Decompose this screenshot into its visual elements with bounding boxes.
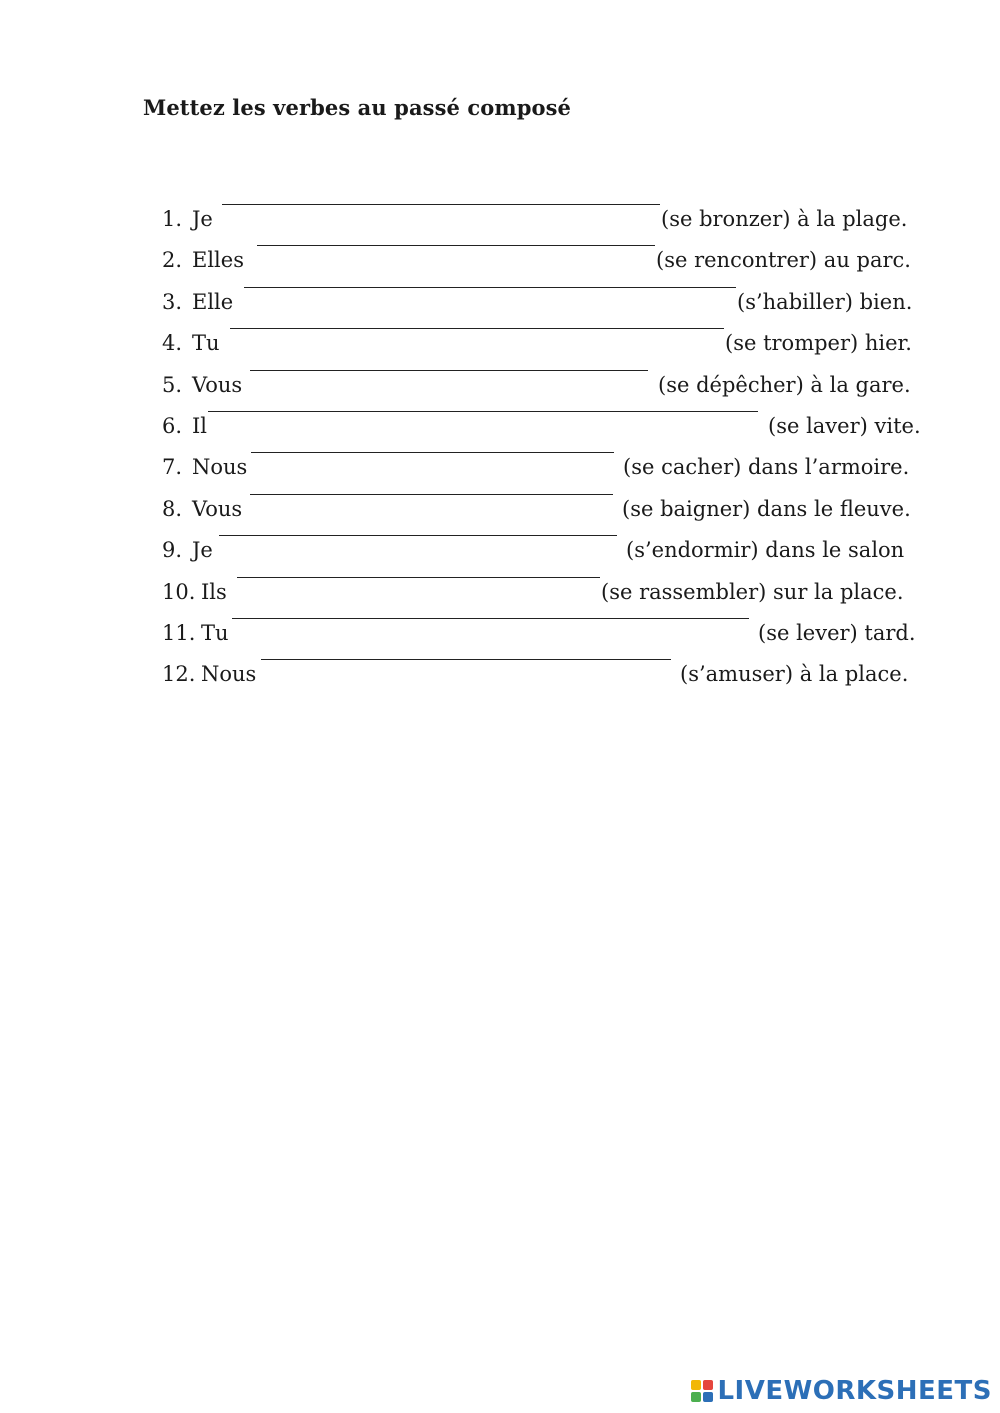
logo-square (703, 1392, 713, 1402)
item-number: 10. (162, 579, 196, 604)
liveworksheets-logo-icon (691, 1380, 713, 1402)
verb-hint: (se tromper) hier. (725, 331, 912, 356)
exercise-item-1 (162, 204, 932, 245)
item-subject: Vous (192, 496, 243, 521)
verb-hint: (se lever) tard. (758, 620, 916, 645)
item-subject: Vous (192, 372, 243, 397)
answer-blank[interactable] (222, 204, 660, 205)
verb-hint: (se bronzer) à la plage. (661, 207, 908, 231)
verb-hint: (se rencontrer) au parc. (656, 248, 911, 273)
exercise-item-9 (162, 535, 932, 576)
exercise-item-5 (162, 370, 932, 411)
answer-blank[interactable] (261, 659, 671, 660)
answer-blank[interactable] (208, 411, 758, 412)
item-subject: Nous (201, 662, 257, 687)
item-subject: Elle (192, 289, 234, 314)
exercise-item-2 (162, 245, 932, 286)
exercise-item-12 (162, 659, 932, 700)
answer-blank[interactable] (250, 494, 613, 495)
logo-square (703, 1380, 713, 1390)
item-number: 3. (162, 289, 183, 314)
logo-square (691, 1392, 701, 1402)
answer-blank[interactable] (237, 577, 600, 578)
item-number: 2. (162, 248, 183, 273)
item-number: 12. (162, 662, 196, 687)
exercise-item-6 (162, 411, 932, 452)
verb-hint: (s’amuser) à la place. (680, 662, 909, 687)
page-title: Mettez les verbes au passé composé (143, 95, 571, 120)
exercise-item-11 (162, 618, 932, 659)
verb-hint: (se dépêcher) à la gare. (658, 372, 911, 397)
answer-blank[interactable] (257, 245, 655, 246)
item-subject: Tu (192, 331, 220, 356)
exercise-item-10 (162, 577, 932, 618)
item-subject: Elles (192, 248, 244, 273)
answer-blank[interactable] (232, 618, 749, 619)
item-subject: Je (192, 538, 213, 563)
item-subject: Tu (201, 620, 229, 645)
item-number: 5. (162, 372, 183, 397)
item-subject: Il (192, 413, 208, 438)
item-number: 11. (162, 620, 196, 645)
item-subject: Ils (201, 579, 227, 604)
liveworksheets-watermark (691, 1375, 992, 1407)
answer-blank[interactable] (244, 287, 736, 288)
verb-hint: (se laver) vite. (768, 413, 921, 438)
liveworksheets-wordmark: LIVEWORKSHEETS (717, 1376, 992, 1406)
answer-blank[interactable] (251, 452, 614, 453)
verb-hint: (se baigner) dans le fleuve. (622, 496, 911, 521)
answer-blank[interactable] (250, 370, 648, 371)
verb-hint: (se rassembler) sur la place. (601, 579, 904, 604)
verb-hint: (s’endormir) dans le salon (626, 538, 905, 563)
item-number: 6. (162, 413, 183, 438)
item-number: 9. (162, 538, 183, 563)
exercise-item-4 (162, 328, 932, 369)
answer-blank[interactable] (230, 328, 724, 329)
exercise-item-3 (162, 287, 932, 328)
exercise-item-8 (162, 494, 932, 535)
verb-hint: (se cacher) dans l’armoire. (623, 455, 910, 480)
exercise-item-7 (162, 452, 932, 493)
answer-blank[interactable] (219, 535, 617, 536)
item-number: 4. (162, 331, 183, 356)
item-subject: Je (192, 207, 213, 231)
verb-hint: (s’habiller) bien. (737, 289, 913, 314)
item-number: 8. (162, 496, 183, 521)
item-number: 1. (162, 207, 183, 231)
item-subject: Nous (192, 455, 248, 480)
item-number: 7. (162, 455, 183, 480)
exercise-list (162, 204, 932, 701)
logo-square (691, 1380, 701, 1390)
